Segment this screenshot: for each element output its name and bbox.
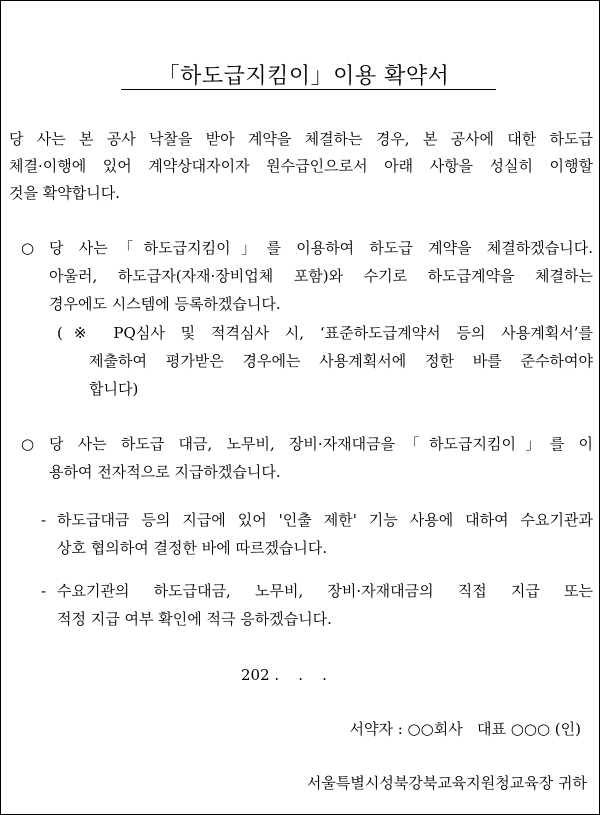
subitem2-first-line bbox=[41, 581, 593, 601]
subitem1-line-2: 상호 협의하여 결정한 바에 따르겠습니다. bbox=[57, 539, 328, 557]
title-underline bbox=[121, 89, 496, 90]
bullet-circle-icon: ○ bbox=[21, 435, 35, 453]
addressee-line: 서울특별시성북강북교육지원청교육장 귀하 bbox=[306, 774, 587, 792]
item2-first-line bbox=[21, 434, 593, 454]
signer-line: 서약자 : ○○회사 대표 ○○○ (인) bbox=[349, 720, 581, 738]
subitem1-line-1: 하도급대금 등의 지급에 있어 '인출 제한' 기능 사용에 대하여 수요기관과 bbox=[57, 511, 593, 529]
document-title: 「하도급지킴이」이용 확약서 bbox=[157, 64, 450, 89]
intro-line-3: 것을 확약합니다. bbox=[9, 184, 120, 202]
item1-note-line-1: (※ PQ심사 및 적격심사 시, ‘표준하도급계약서 등의 사용계획서’를 bbox=[57, 324, 593, 342]
subitem2-line-1: 수요기관의 하도급대금, 노무비, 장비·자재대금의 직접 지급 또는 bbox=[57, 582, 593, 600]
signing-date: 202 . . . bbox=[241, 666, 327, 684]
intro-line-2: 체결·이행에 있어 계약상대자이자 원수급인으로서 아래 사항을 성실히 이행할 bbox=[9, 157, 593, 175]
dash-marker: - bbox=[41, 582, 47, 600]
item1-note-line-3: 합니다) bbox=[89, 380, 139, 398]
item1-note-line-2: 제출하여 평가받은 경우에는 사용계획서에 정한 바를 준수하여야 bbox=[89, 352, 593, 370]
item1-line-3: 경우에도 시스템에 등록하겠습니다. bbox=[49, 295, 281, 313]
subitem2-line-2: 적정 지급 여부 확인에 적극 응하겠습니다. bbox=[57, 610, 332, 628]
item2-line-1: 당 사는 하도급 대금, 노무비, 장비·자재대금을「하도급지킴이」를 이 bbox=[49, 435, 593, 453]
bullet-circle-icon: ○ bbox=[21, 239, 35, 257]
item1-line-2: 아울러, 하도급자(자재·장비업체 포함)와 수기로 하도급계약을 체결하는 bbox=[49, 267, 593, 285]
item1-first-line bbox=[21, 238, 593, 258]
item2-line-2: 용하여 전자적으로 지급하겠습니다. bbox=[49, 463, 281, 481]
subitem1-first-line bbox=[41, 510, 593, 530]
intro-line-1: 당 사는 본 공사 낙찰을 받아 계약을 체결하는 경우, 본 공사에 대한 하도급 bbox=[9, 130, 593, 148]
dash-marker: - bbox=[41, 511, 47, 529]
item1-line-1: 당 사는「하도급지킴이」를 이용하여 하도급 계약을 체결하겠습니다. bbox=[49, 239, 593, 257]
